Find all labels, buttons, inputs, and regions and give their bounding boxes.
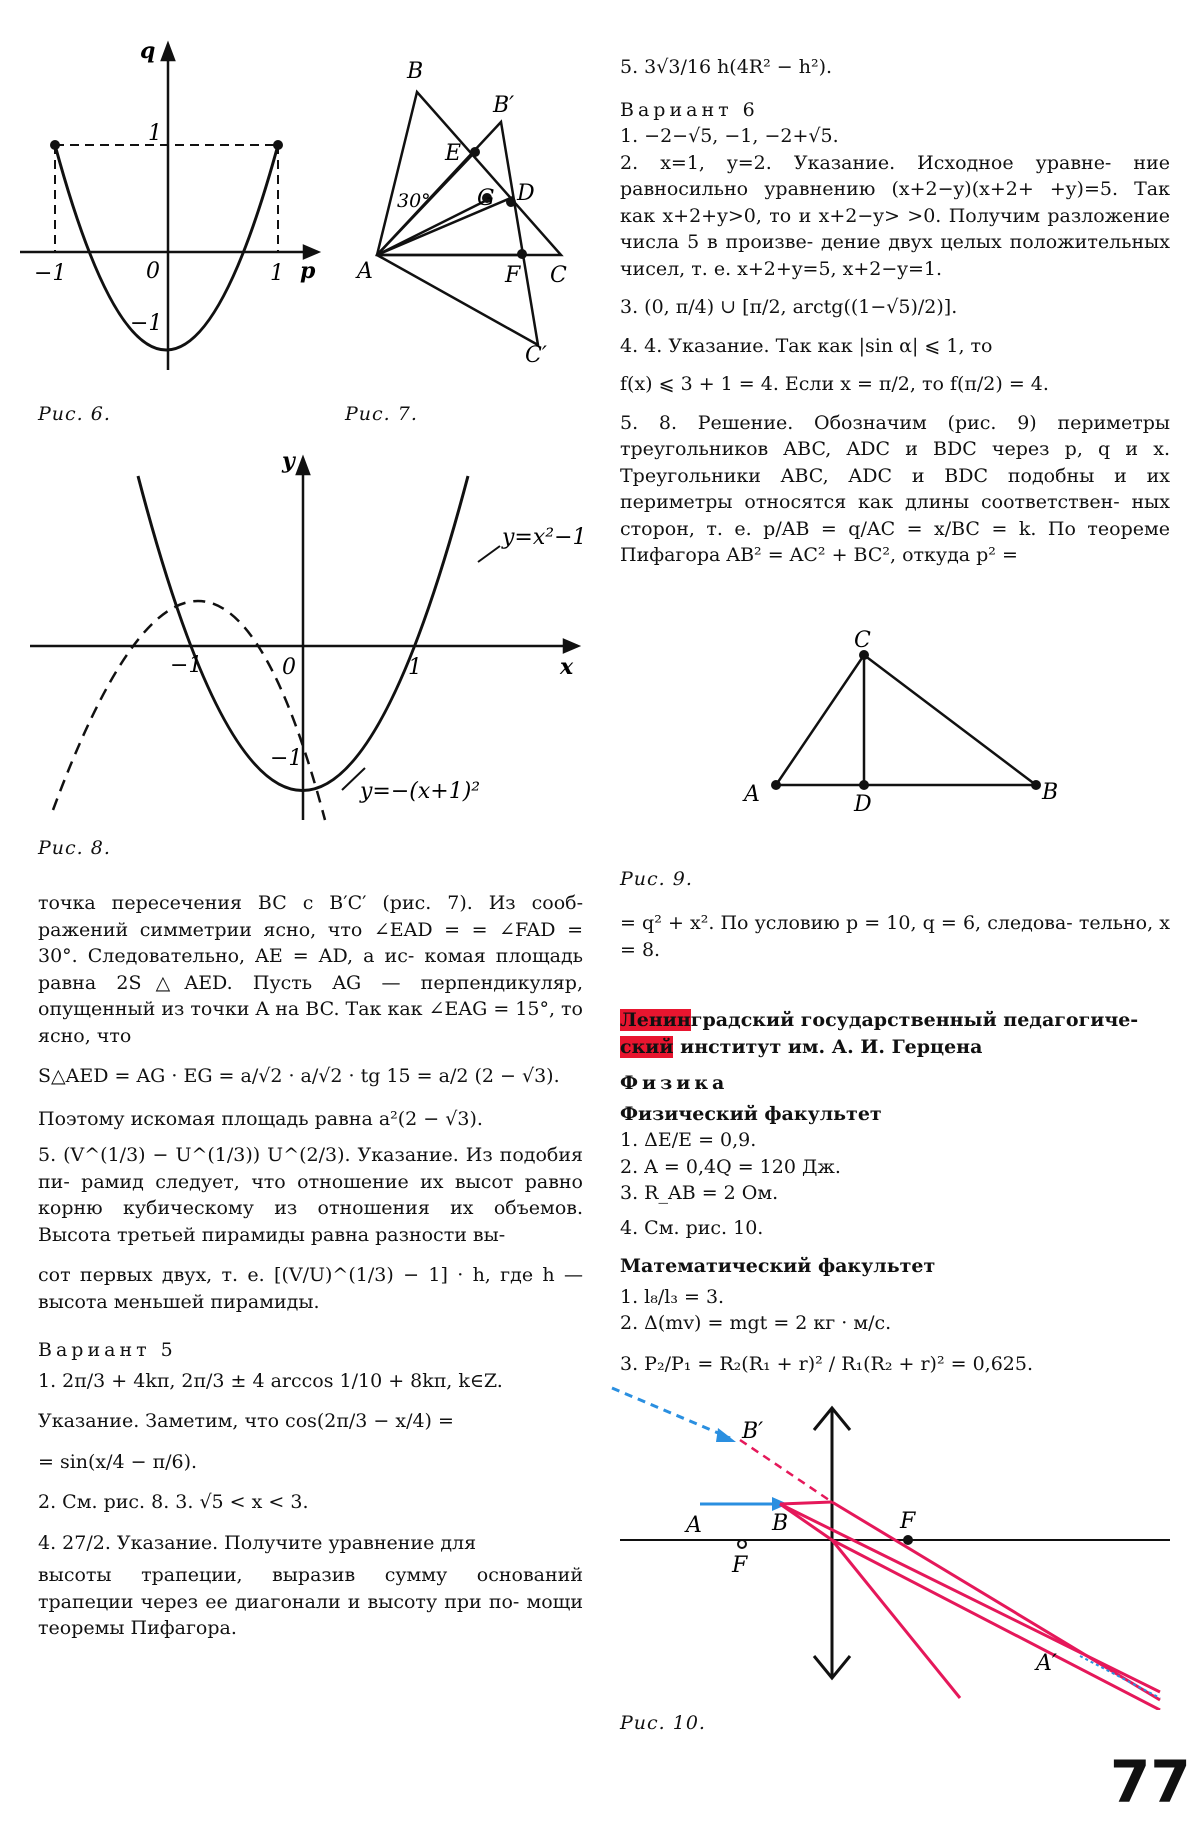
v6-item-5b: = q² + x². По условию p = 10, q = 6, следова- тельно, x = 8. [620, 912, 1170, 961]
left-paragraph-3: 5. (V^(1/3) − U^(1/3)) U^(2/3). Указание. Из подобия пи- рамид следует, что отношение их высот равно корню кубическому из отношения их объемов. Высота третьей пирамиды равна разности вы- [38, 1144, 583, 1246]
svg-text:x: x [560, 654, 574, 680]
right-column-bottom [620, 910, 1170, 1377]
left-paragraph-1: точка пересечения BC с B′C′ (рис. 7). Из сооб- ражений симметрии ясно, что ∠EAD = = ∠FAD = 30°. Следовательно, AE = AD, а ис- комая площадь равна 2S△AED. Пусть AG — перпендикуляр, опущенный из точки A на BC. Так как ∠EAG = 15°, то ясно, что [38, 892, 583, 1047]
svg-text:−1: −1 [270, 746, 303, 771]
svg-text:C′: C′ [525, 343, 547, 368]
svg-text:E: E [445, 141, 462, 166]
svg-text:1: 1 [408, 655, 422, 680]
svg-text:−1: −1 [130, 311, 163, 336]
svg-text:B: B [407, 59, 424, 84]
left-paragraph-4: сот первых двух, т. е. [(V/U)^(1/3) − 1] · h, где h — высота меньшей пирамиды. [38, 1264, 583, 1313]
variant-6-heading: Вариант 6 [620, 98, 759, 121]
figure-7 [345, 50, 595, 370]
q-axis-label: q [140, 38, 156, 64]
curve1-label: y=x²−1 [502, 525, 587, 550]
m-item-1: 1. l₈/l₃ = 3. [620, 1285, 725, 1308]
svg-text:0: 0 [146, 259, 160, 284]
ph-item-1: 1. ΔE/E = 0,9. [620, 1129, 757, 1151]
svg-text:A′: A′ [1036, 1651, 1057, 1676]
svg-text:B′: B′ [742, 1419, 764, 1444]
svg-text:B′: B′ [493, 93, 515, 118]
svg-text:A: A [686, 1513, 702, 1538]
svg-text:B: B [772, 1511, 789, 1536]
physics-faculty-heading: Физический факультет [620, 1102, 882, 1125]
right-column-top [620, 54, 1170, 569]
svg-text:30°: 30° [397, 190, 431, 212]
svg-text:D: D [854, 792, 872, 815]
p-axis-label: p [300, 258, 316, 284]
fig6-caption: Рис. 6. [38, 403, 111, 425]
svg-text:1: 1 [270, 261, 284, 286]
v5-item-4: 4. 27/2. Указание. Получите уравнение для [38, 1531, 477, 1554]
ph-item-3: 3. R_AB = 2 Ом. [620, 1182, 779, 1204]
v5-hint-2: = sin(x/4 − π/6). [38, 1450, 198, 1473]
svg-text:−1: −1 [34, 261, 67, 286]
svg-text:G: G [477, 186, 495, 211]
m-item-3: 3. P₂/P₁ = R₂(R₁ + r)² / R₁(R₂ + r)² = 0,625. [620, 1352, 1034, 1375]
variant-5-heading: Вариант 5 [38, 1339, 177, 1361]
v6-item-4b: f(x) ⩽ 3 + 1 = 4. Если x = π/2, то f(π/2) = 4. [620, 373, 1049, 395]
figure-6 [0, 30, 340, 390]
svg-text:A: A [744, 782, 760, 807]
physics-heading: Физика [620, 1072, 729, 1094]
svg-text:D: D [517, 181, 535, 206]
figure-10 [600, 1380, 1180, 1710]
fig10-caption: Рис. 10. [620, 1712, 706, 1734]
svg-text:C: C [854, 628, 871, 653]
v6-item-5: 5. 8. Решение. Обозначим (рис. 9) периметры треугольников ABC, ADC и BDC через p, q и x. Треугольники ABC, ADC и BDC подобны и их периметры относятся как длины соответствен- ных сторон, т. е. p/AB = q/AC = x/BC = k. По теореме Пифагора AB² = AC² + BC², откуда p² = [620, 411, 1170, 566]
svg-text:A: A [357, 259, 373, 284]
v6-item-1: 1. −2−√5, −1, −2+√5. [620, 125, 839, 147]
v6-item-2: 2. x=1, y=2. Указание. Исходное уравне- ние равносильно уравнению (x+2−y)(x+2+ +y)=5. Так как x+2+y>0, то и x+2−y> >0. Получим разложение числа 5 в произве- дение двух целых положительных чисел, т. е. x+2+y=5, x+2−y=1. [620, 151, 1170, 280]
svg-text:B: B [1042, 780, 1059, 805]
v6-item-4: 4. 4. Указание. Так как |sin α| ⩽ 1, то [620, 334, 993, 357]
m-item-2: 2. Δ(mv) = mgt = 2 кг · м/с. [620, 1312, 892, 1334]
svg-text:F: F [732, 1553, 748, 1578]
figure-8 [20, 440, 590, 830]
fig9-caption: Рис. 9. [620, 868, 693, 890]
svg-text:F: F [900, 1509, 916, 1534]
svg-text:F: F [505, 263, 521, 288]
fig8-caption: Рис. 8. [38, 837, 111, 859]
v5-item-2: 2. См. рис. 8. 3. √5 < x < 3. [38, 1491, 309, 1513]
formula-area: S△AED = AG · EG = a/√2 · a/√2 · tg 15 = a/2 (2 − √3). [38, 1065, 560, 1087]
figure-9 [740, 625, 1070, 815]
fig7-caption: Рис. 7. [345, 403, 418, 425]
r-item-5: 5. 3√3/16 h(4R² − h²). [620, 56, 833, 78]
svg-text:0: 0 [282, 655, 296, 680]
svg-text:C: C [550, 263, 567, 288]
left-paragraph-2: Поэтому искомая площадь равна a²(2 − √3). [38, 1107, 483, 1130]
institute-line-2: ский институт им. А. И. Герцена [620, 1035, 983, 1058]
v5-hint: Указание. Заметим, что cos(2π/3 − x/4) = [38, 1410, 454, 1432]
svg-text:−1: −1 [170, 653, 203, 678]
math-faculty-heading: Математический факультет [620, 1255, 936, 1277]
svg-text:y: y [282, 448, 295, 474]
page-number: 77 [1110, 1748, 1191, 1816]
ph-item-2: 2. A = 0,4Q = 120 Дж. [620, 1155, 841, 1178]
svg-text:1: 1 [148, 121, 162, 146]
institute-line-1: Ленинградский государственный педагогиче- [620, 1009, 1139, 1031]
ph-item-4: 4. См. рис. 10. [620, 1216, 764, 1239]
v6-item-3: 3. (0, π/4) ∪ [π/2, arctg((1−√5)/2)]. [620, 296, 958, 318]
v5-item-4b: высоты трапеции, выразив сумму оснований трапеции через ее диагонали и высоту при по- мощи теоремы Пифагора. [38, 1564, 583, 1639]
curve2-label: y=−(x+1)² [360, 779, 481, 804]
left-column [38, 890, 583, 1642]
v5-item-1: 1. 2π/3 + 4kπ, 2π/3 ± 4 arccos 1/10 + 8kπ, k∈Z. [38, 1369, 503, 1392]
